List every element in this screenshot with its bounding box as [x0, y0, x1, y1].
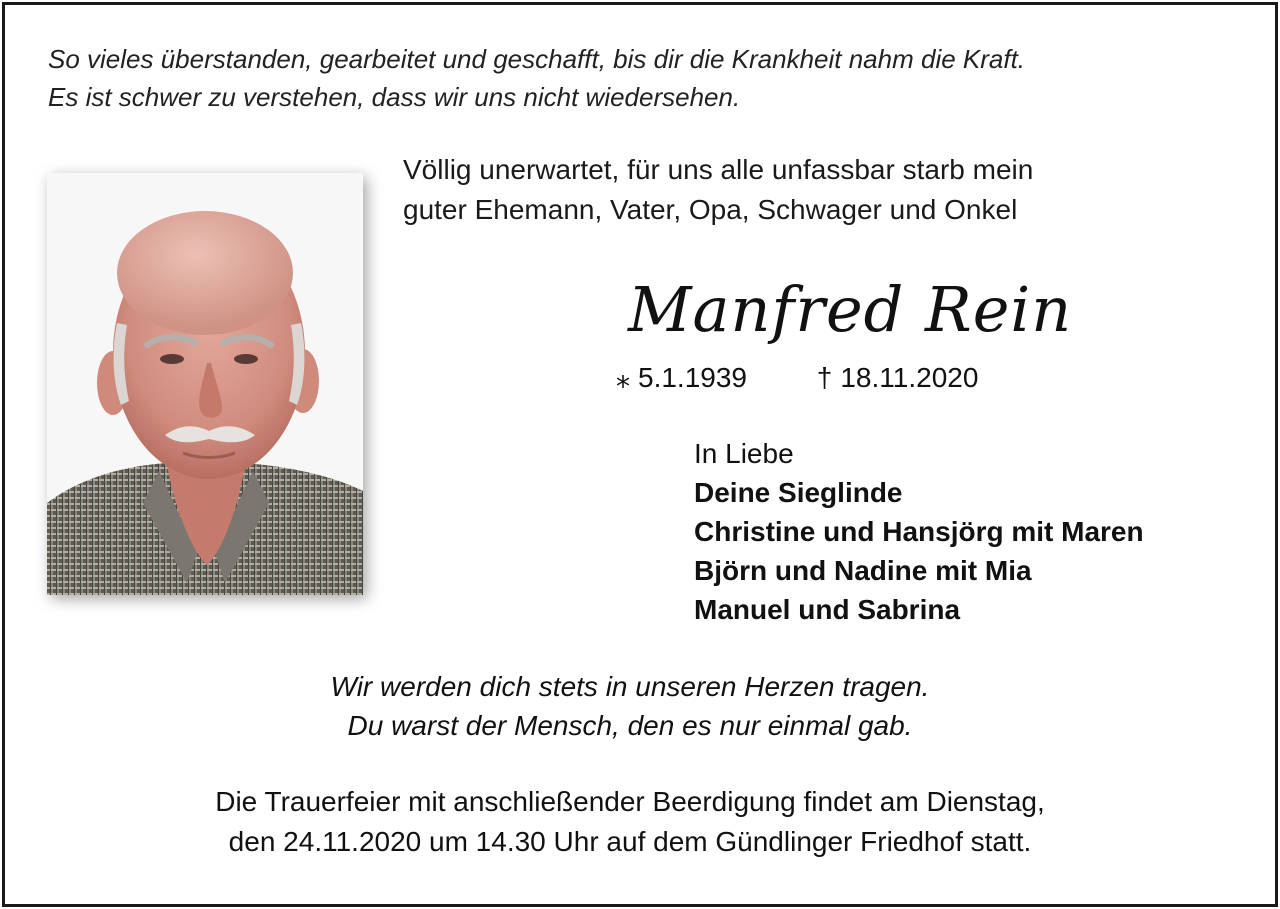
- intro-verse-line: Es ist schwer zu verstehen, dass wir uns nicht wiedersehen.: [48, 82, 741, 112]
- death-date-group: [817, 362, 979, 393]
- mourners-intro: In Liebe: [694, 438, 794, 469]
- birth-star-icon: ⁎: [616, 362, 630, 393]
- announcement-line: Völlig unerwartet, für uns alle unfassbar starb mein: [403, 154, 1034, 185]
- announcement-line: guter Ehemann, Vater, Opa, Schwager und Onkel: [403, 194, 1018, 225]
- death-date: 18.11.2020: [840, 362, 979, 393]
- death-announcement: [403, 150, 1033, 230]
- deceased-name: Manfred Rein: [628, 273, 1073, 346]
- closing-verse-line: Wir werden dich stets in unseren Herzen tragen.: [330, 671, 930, 702]
- closing-verse-line: Du warst der Mensch, den es nur einmal gab.: [347, 710, 913, 741]
- intro-verse-line: So vieles überstanden, gearbeitet und geschafft, bis dir die Krankheit nahm die Kraft.: [48, 44, 1026, 74]
- service-notice: [0, 782, 1280, 862]
- intro-verse: [48, 40, 1248, 116]
- portrait-photo: [47, 173, 363, 595]
- service-notice-line: den 24.11.2020 um 14.30 Uhr auf dem Gündlinger Friedhof statt.: [228, 826, 1032, 857]
- service-notice-line: Die Trauerfeier mit anschließender Beerdigung findet am Dienstag,: [215, 786, 1045, 817]
- closing-verse: [0, 667, 1280, 745]
- death-cross-icon: †: [816, 362, 833, 393]
- mourner-name: Christine und Hansjörg mit Maren: [694, 516, 1144, 547]
- mourner-name: Deine Sieglinde: [694, 477, 903, 508]
- mourner-name: Björn und Nadine mit Mia: [694, 555, 1032, 586]
- mourner-name: Manuel und Sabrina: [694, 594, 961, 625]
- life-dates: [616, 358, 978, 398]
- birth-date: 5.1.1939: [638, 362, 747, 393]
- mourners-list: [694, 434, 1144, 629]
